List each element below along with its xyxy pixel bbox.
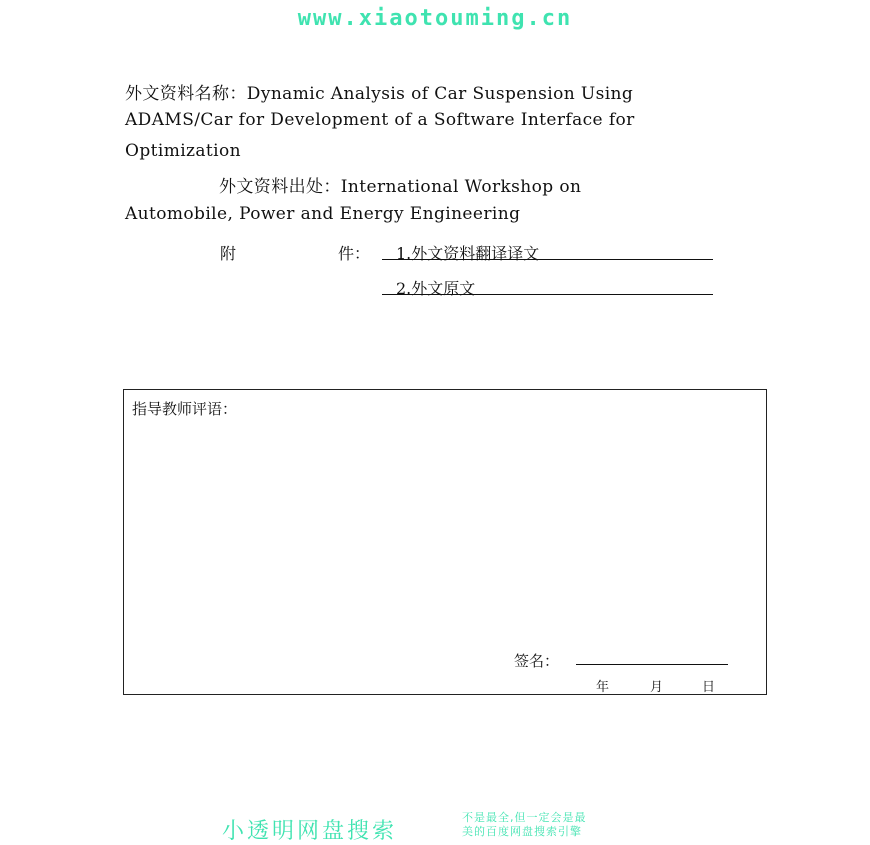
date-month-label: 月 xyxy=(650,680,664,695)
material-source-line-1: 外文资料出处：International Workshop on xyxy=(219,177,582,197)
attachment-label-left: 附 xyxy=(220,244,237,263)
material-name-line-2: ADAMS/Car for Development of a Software Interface for xyxy=(125,110,635,130)
attachment-underline-1 xyxy=(382,259,713,260)
teacher-comment-box xyxy=(123,389,767,695)
watermark-bottom-slogan xyxy=(462,811,587,839)
date-year-label: 年 xyxy=(596,680,610,695)
signature-label: 签名： xyxy=(514,652,560,670)
watermark-url: www.xiaotouming.cn xyxy=(297,6,573,31)
attachment-item-1: 1.外文资料翻译译文 xyxy=(396,244,540,263)
watermark-bottom-title: 小透明网盘搜索 xyxy=(222,819,398,844)
watermark-slogan-line-1: 不是最全,但一定会是最 xyxy=(462,811,587,824)
date-day-label: 日 xyxy=(702,680,716,695)
watermark-slogan-line-2: 美的百度网盘搜索引擎 xyxy=(462,825,582,838)
teacher-comment-label: 指导教师评语： xyxy=(132,400,238,418)
material-name-line-1: 外文资料名称：Dynamic Analysis of Car Suspension Using xyxy=(125,84,634,104)
attachment-item-2: 2.外文原文 xyxy=(396,279,476,298)
material-source-line-2: Automobile, Power and Energy Engineering xyxy=(125,204,521,224)
attachment-label-right: 件： xyxy=(338,244,371,263)
attachment-underline-2 xyxy=(382,294,713,295)
material-name-line-3: Optimization xyxy=(125,141,241,161)
signature-line xyxy=(576,664,728,665)
